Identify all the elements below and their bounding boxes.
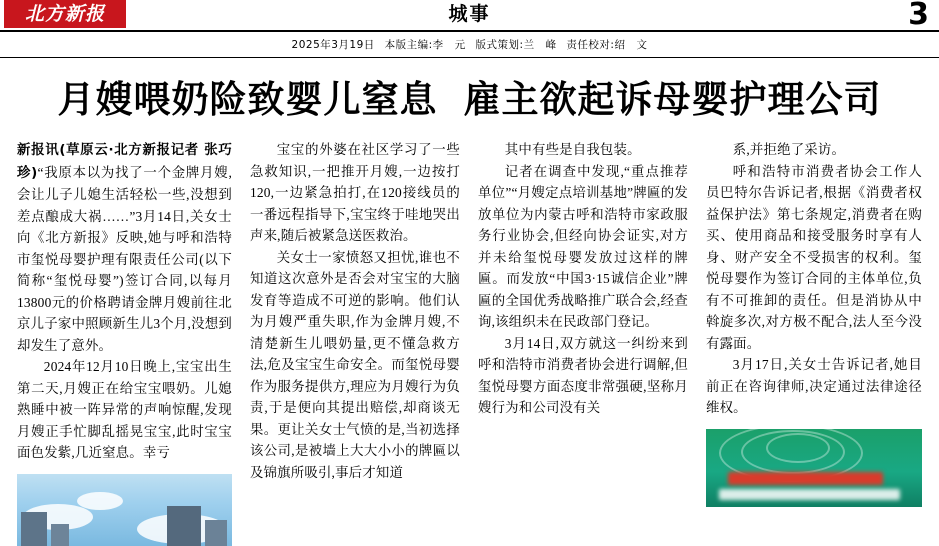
article-column-1 [8,139,241,546]
headline-part-2: 雇主欲起诉母婴护理公司 [463,78,882,121]
paragraph: 系,并拒绝了采访。 [732,142,846,157]
building-shape [21,512,47,546]
article-column-4 [697,139,931,546]
green-event-photo [706,429,922,507]
paragraph: 关女士一家愤怒又担忧,谁也不知道这次意外是否会对宝宝的大脑发育等造成不可逆的影响。他们认为月嫂严重失职,作为金牌月嫂,不清楚新生儿喂奶量,更不懂急救方法,危及宝宝生命安全。而玺悦母婴作为服务提供方,理应为月嫂行为负责,于是便向其提出赔偿,却商谈无果。更让关女士气愤的是,当初选择该公司,是被墙上大大小小的牌匾以及锦旗所吸引,事后才知道 [250,249,460,480]
section-title: 城事 [448,3,491,25]
building-shape [167,506,201,546]
lead-paragraph-text: “我原本以为找了一个金牌月嫂,会让儿子儿媳生活轻松一些,没想到差点酿成大祸……”3月14日,关女士向《北方新报》反映,她与呼和浩特市玺悦母婴护理有限责任公司(以下简称“玺悦母婴”)签订合同,以每月13800元的价格聘请金牌月嫂前往北京儿子家中照顾新生儿3个月,没想到却发生了意外。 [17,164,232,353]
paragraph: 记者在调查中发现,“重点推荐单位”“月嫂定点培训基地”牌匾的发放单位为内蒙古呼和浩特市家政服务行业协会,但经向协会证实,对方并未给玺悦母婴发放过这样的牌匾。而发放“中国3·15诚信企业”牌匾的全国优秀战略推广联合会,经查询,该组织未在民政部门登记。 [478,163,688,329]
editor-credit: 本版主编:李 元 [384,39,466,51]
paragraph: 宝宝的外婆在社区学习了一些急救知识,一把推开月嫂,一边按打120,一边紧急拍打,在120接线员的一番远程指导下,宝宝终于哇地哭出声来,随后被紧急送医救治。 [250,142,460,243]
article-column-2 [241,139,469,546]
building-shape [51,524,69,546]
paragraph: 其中有些是自我包装。 [504,142,641,157]
proofreader-credit: 责任校对:绍 文 [566,39,648,51]
article-body [0,139,939,546]
paragraph: 呼和浩特市消费者协会工作人员巴特尔告诉记者,根据《消费者权益保护法》第七条规定,消费者在购买、使用商品和接受服务时享有人身、财产安全不受损害的权利。玺悦母婴作为签订合同的主体单位,负有不可推卸的责任。但是消协从中斡旋多次,对方极不配合,法人至今没有露面。 [706,163,922,351]
headline-part-1: 月嫂喂奶险致婴儿窒息 [57,78,438,121]
page-number: 3 [908,0,929,32]
publication-date: 2025年3月19日 [291,39,375,51]
article-column-3 [469,139,697,546]
red-banner-blur [728,472,884,485]
newspaper-logo: 北方新报 [4,0,126,28]
dateline-label: 新报讯(草原云·北方新报记者 张巧珍) [17,143,232,181]
designer-credit: 版式策划:兰 峰 [475,39,557,51]
cloud-shape [77,492,123,510]
masthead [0,0,939,32]
paragraph: 2024年12月10日晚上,宝宝出生第二天,月嫂正在给宝宝喂奶。儿媳熟睡中被一阵异常的声响惊醒,发现月嫂正手忙脚乱摇晃宝宝,此时宝宝面色发紫,几近窒息。幸亏 [17,359,232,460]
lead-paragraph [17,139,232,356]
city-sky-photo [17,474,232,546]
building-shape [205,520,227,546]
paragraph: 3月17日,关女士告诉记者,她目前正在咨询律师,决定通过法律途径维权。 [706,357,922,415]
paragraph: 3月14日,双方就这一纠纷来到呼和浩特市消费者协会进行调解,但玺悦母婴方面态度非常强硬,坚称月嫂行为和公司没有关 [478,335,688,415]
byline-bar [0,32,939,58]
article-headline [0,58,939,139]
white-banner-blur [719,489,900,500]
